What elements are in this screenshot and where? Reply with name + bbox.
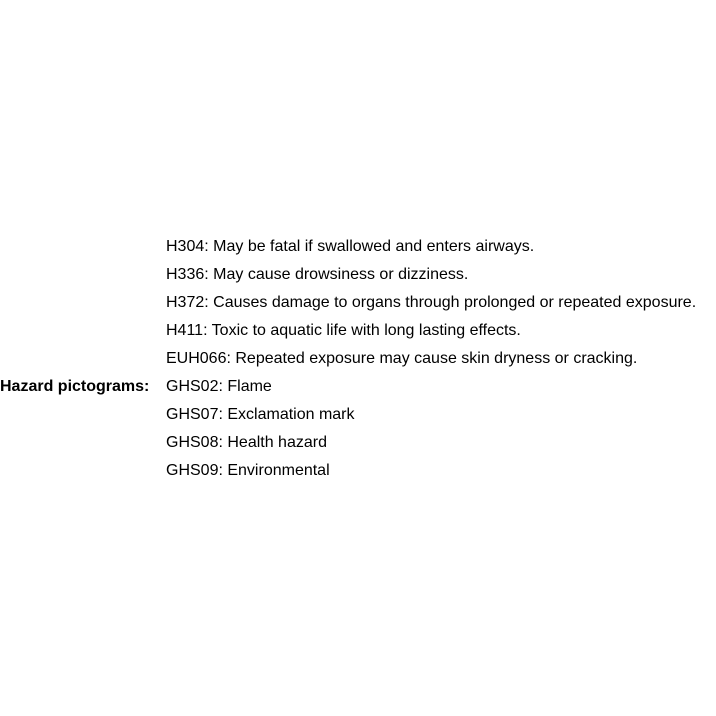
hazard-info-document bbox=[0, 233, 716, 485]
hazard-statement: EUH066: Repeated exposure may cause skin dryness or cracking. bbox=[166, 350, 638, 367]
hazard-statement-row bbox=[0, 345, 716, 373]
pictogram-item: GHS08: Health hazard bbox=[166, 434, 327, 451]
hazard-statement: H372: Causes damage to organs through prolonged or repeated exposure. bbox=[166, 294, 697, 311]
hazard-statement-row bbox=[0, 233, 716, 261]
pictogram-item: GHS02: Flame bbox=[166, 378, 272, 395]
pictogram-row bbox=[0, 457, 716, 485]
pictograms-label: Hazard pictograms: bbox=[0, 378, 150, 395]
hazard-statement-row bbox=[0, 289, 716, 317]
hazard-statement: H411: Toxic to aquatic life with long lasting effects. bbox=[166, 322, 521, 339]
pictogram-row bbox=[0, 373, 716, 401]
hazard-statement-row bbox=[0, 261, 716, 289]
pictogram-item: GHS09: Environmental bbox=[166, 462, 330, 479]
pictogram-row bbox=[0, 401, 716, 429]
hazard-statement: H336: May cause drowsiness or dizziness. bbox=[166, 266, 469, 283]
hazard-statement: H304: May be fatal if swallowed and enters airways. bbox=[166, 238, 535, 255]
pictogram-row bbox=[0, 429, 716, 457]
hazard-statement-row bbox=[0, 317, 716, 345]
pictogram-item: GHS07: Exclamation mark bbox=[166, 406, 355, 423]
